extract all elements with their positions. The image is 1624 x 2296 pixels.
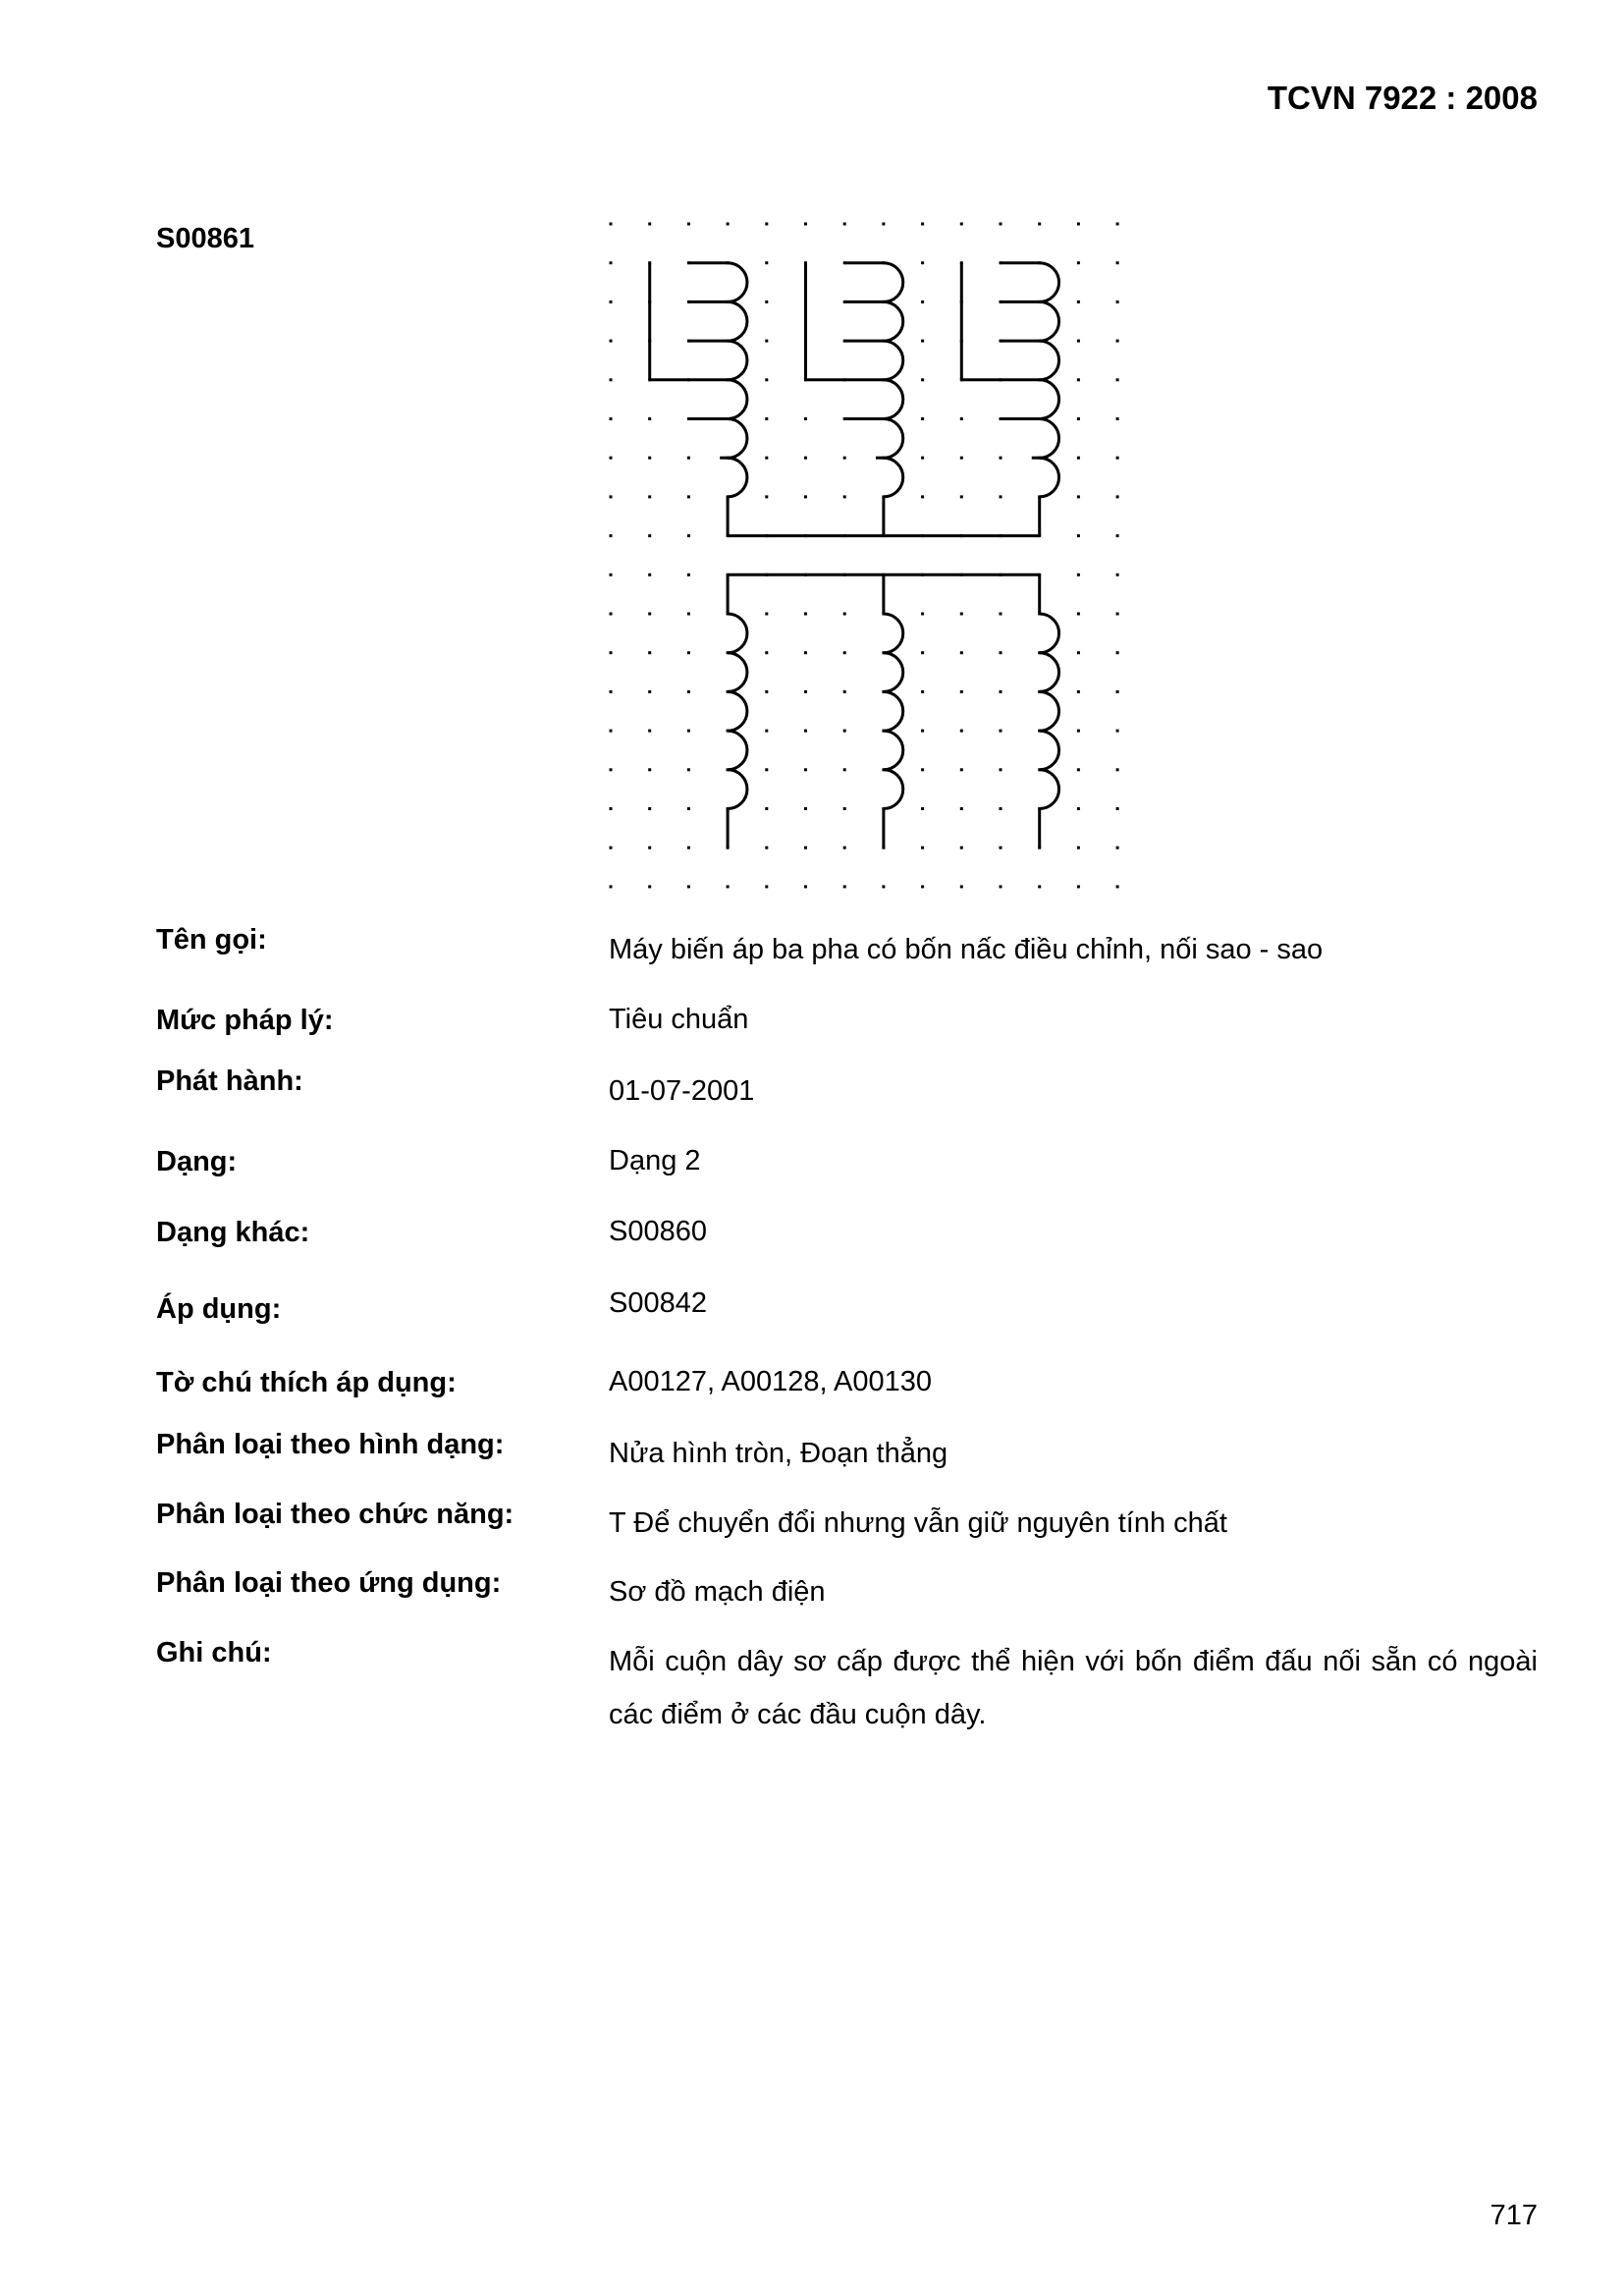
grid-dot xyxy=(765,417,768,420)
winding-coil xyxy=(1040,614,1059,809)
grid-dot xyxy=(921,613,924,616)
label-applies: Áp dụng: xyxy=(156,1293,282,1325)
grid-dot xyxy=(1116,457,1119,460)
grid-dot xyxy=(1077,340,1080,343)
winding-coil xyxy=(884,614,903,809)
grid-dot xyxy=(1116,223,1119,226)
grid-dot xyxy=(1000,807,1002,810)
grid-dot xyxy=(610,301,613,303)
grid-dot xyxy=(1077,847,1080,849)
grid-dot xyxy=(648,807,651,810)
grid-dot xyxy=(648,690,651,693)
grid-dot xyxy=(765,651,768,654)
grid-dot xyxy=(1116,807,1119,810)
grid-dot xyxy=(843,690,846,693)
grid-dot xyxy=(610,690,613,693)
grid-dot xyxy=(1000,613,1002,616)
grid-dot xyxy=(1077,730,1080,733)
grid-dot xyxy=(804,807,807,810)
label-issued: Phát hành: xyxy=(156,1066,303,1097)
grid-dot xyxy=(804,690,807,693)
grid-dot xyxy=(1077,261,1080,264)
grid-dot xyxy=(843,223,846,226)
grid-dot xyxy=(804,768,807,771)
grid-dot xyxy=(882,885,885,888)
grid-dot xyxy=(648,730,651,733)
grid-dot xyxy=(921,378,924,381)
label-shape-class: Phân loại theo hình dạng: xyxy=(156,1429,505,1460)
grid-dot xyxy=(960,885,963,888)
grid-dot xyxy=(960,690,963,693)
grid-dot xyxy=(610,768,613,771)
grid-dot xyxy=(1116,847,1119,849)
grid-dot xyxy=(1000,457,1002,460)
grid-dot xyxy=(804,457,807,460)
grid-dot xyxy=(804,223,807,226)
grid-dot xyxy=(610,261,613,264)
grid-dot xyxy=(687,768,690,771)
winding-coil xyxy=(884,263,903,497)
grid-dot xyxy=(921,885,924,888)
grid-dot xyxy=(843,730,846,733)
grid-dot xyxy=(843,457,846,460)
grid-dot xyxy=(648,651,651,654)
grid-dot xyxy=(921,417,924,420)
grid-dot xyxy=(882,223,885,226)
grid-dot xyxy=(1077,301,1080,303)
grid-dot xyxy=(610,340,613,343)
grid-dot xyxy=(1116,340,1119,343)
grid-dot xyxy=(610,613,613,616)
grid-dot xyxy=(610,847,613,849)
grid-dot xyxy=(687,885,690,888)
grid-dot xyxy=(921,457,924,460)
label-note: Ghi chú: xyxy=(156,1637,272,1668)
winding-coil xyxy=(728,263,747,497)
grid-dot xyxy=(843,651,846,654)
grid-dot xyxy=(1116,261,1119,264)
winding-coil xyxy=(1040,263,1059,497)
grid-dot xyxy=(648,457,651,460)
grid-dot xyxy=(1116,613,1119,616)
grid-dot xyxy=(1038,223,1041,226)
grid-dot xyxy=(687,495,690,498)
grid-dot xyxy=(1116,417,1119,420)
grid-dot xyxy=(648,534,651,537)
grid-dot xyxy=(610,574,613,576)
grid-dot xyxy=(921,495,924,498)
label-function-class: Phân loại theo chức năng: xyxy=(156,1499,514,1530)
grid-dot xyxy=(765,690,768,693)
standard-header: TCVN 7922 : 2008 xyxy=(1267,80,1538,116)
grid-dot xyxy=(804,495,807,498)
value-application-class: Sơ đồ mạch điện xyxy=(609,1576,826,1608)
grid-dot xyxy=(960,807,963,810)
grid-dot xyxy=(1116,534,1119,537)
transformer-symbol-diagram xyxy=(591,204,1141,911)
label-form: Dạng: xyxy=(156,1146,238,1177)
grid-dot xyxy=(843,847,846,849)
grid-dot xyxy=(921,690,924,693)
grid-dot xyxy=(687,807,690,810)
value-applies: S00842 xyxy=(609,1287,707,1319)
grid-dot xyxy=(1077,613,1080,616)
grid-dot xyxy=(687,574,690,576)
grid-dot xyxy=(1000,885,1002,888)
value-annotation-sheet: A00127, A00128, A00130 xyxy=(609,1366,932,1397)
grid-dot xyxy=(1077,651,1080,654)
grid-dot xyxy=(610,534,613,537)
grid-dot xyxy=(1077,807,1080,810)
grid-dot xyxy=(921,730,924,733)
grid-dot xyxy=(843,885,846,888)
grid-dot xyxy=(843,807,846,810)
grid-dot xyxy=(610,495,613,498)
page-number: 717 xyxy=(1489,2200,1538,2231)
grid-dot xyxy=(804,417,807,420)
grid-dot xyxy=(1038,885,1041,888)
grid-dot xyxy=(687,847,690,849)
grid-dot xyxy=(960,651,963,654)
grid-dot xyxy=(1077,223,1080,226)
grid-dot xyxy=(960,730,963,733)
grid-dot xyxy=(960,847,963,849)
grid-dot xyxy=(1116,574,1119,576)
grid-dot xyxy=(765,847,768,849)
grid-dot xyxy=(1077,534,1080,537)
grid-dot xyxy=(1116,301,1119,303)
grid-dot xyxy=(804,613,807,616)
grid-dot xyxy=(610,223,613,226)
grid-dot xyxy=(765,730,768,733)
grid-dot xyxy=(1000,495,1002,498)
grid-dot xyxy=(1077,417,1080,420)
grid-dot xyxy=(610,417,613,420)
grid-dot xyxy=(921,651,924,654)
grid-dot xyxy=(610,651,613,654)
grid-dot xyxy=(727,223,730,226)
grid-dot xyxy=(921,807,924,810)
grid-dot xyxy=(1116,885,1119,888)
grid-dot xyxy=(687,651,690,654)
value-legal-level: Tiêu chuẩn xyxy=(609,1004,749,1035)
grid-dot xyxy=(1000,847,1002,849)
grid-dot xyxy=(687,223,690,226)
grid-dot xyxy=(921,301,924,303)
grid-dot xyxy=(765,495,768,498)
grid-dot xyxy=(1000,651,1002,654)
grid-dot xyxy=(1077,885,1080,888)
grid-dot xyxy=(1077,768,1080,771)
grid-dot xyxy=(687,613,690,616)
grid-dot xyxy=(960,768,963,771)
grid-dot xyxy=(648,574,651,576)
grid-dot xyxy=(921,340,924,343)
value-name: Máy biến áp ba pha có bốn nấc điều chỉnh, nối sao - sao xyxy=(609,934,1324,965)
grid-dot xyxy=(610,378,613,381)
grid-dot xyxy=(804,885,807,888)
grid-dot xyxy=(1077,457,1080,460)
grid-dot xyxy=(610,807,613,810)
grid-dot xyxy=(765,768,768,771)
label-other-form: Dạng khác: xyxy=(156,1217,310,1248)
value-form: Dạng 2 xyxy=(609,1145,701,1176)
value-function-class: T Để chuyển đổi nhưng vẫn giữ nguyên tính chất xyxy=(609,1507,1227,1539)
grid-dot xyxy=(1116,378,1119,381)
grid-dot xyxy=(1000,690,1002,693)
grid-dot xyxy=(1116,495,1119,498)
grid-dot xyxy=(648,768,651,771)
grid-dot xyxy=(1000,768,1002,771)
winding-coil xyxy=(728,614,747,809)
grid-dot xyxy=(1116,768,1119,771)
grid-dot xyxy=(610,885,613,888)
grid-dot xyxy=(843,768,846,771)
label-name: Tên gọi: xyxy=(156,924,267,956)
grid-dot xyxy=(921,261,924,264)
grid-dot xyxy=(1000,223,1002,226)
grid-dot xyxy=(1077,378,1080,381)
grid-dot xyxy=(687,457,690,460)
grid-dot xyxy=(1077,574,1080,576)
grid-dot xyxy=(765,340,768,343)
grid-dot xyxy=(765,457,768,460)
label-annotation-sheet: Tờ chú thích áp dụng: xyxy=(156,1367,457,1398)
value-note: Mỗi cuộn dây sơ cấp được thể hiện với bốn điểm đấu nối sẵn có ngoài các điểm ở các đầu cuộn dây. xyxy=(609,1646,1538,1730)
grid-dot xyxy=(960,457,963,460)
grid-dot xyxy=(921,768,924,771)
grid-dot xyxy=(1077,495,1080,498)
grid-dot xyxy=(727,885,730,888)
grid-dot xyxy=(648,613,651,616)
grid-dot xyxy=(804,847,807,849)
grid-dot xyxy=(1116,690,1119,693)
value-shape-class: Nửa hình tròn, Đoạn thẳng xyxy=(609,1438,948,1469)
grid-dot xyxy=(765,807,768,810)
value-issued: 01-07-2001 xyxy=(609,1075,755,1107)
grid-dot xyxy=(610,457,613,460)
grid-dot xyxy=(648,223,651,226)
grid-dot xyxy=(843,495,846,498)
grid-dot xyxy=(687,730,690,733)
grid-dot xyxy=(1116,651,1119,654)
grid-dot xyxy=(765,301,768,303)
grid-dot xyxy=(804,651,807,654)
label-application-class: Phân loại theo ứng dụng: xyxy=(156,1567,502,1599)
grid-dot xyxy=(1116,730,1119,733)
grid-dot xyxy=(960,417,963,420)
grid-dot xyxy=(648,495,651,498)
label-legal-level: Mức pháp lý: xyxy=(156,1005,334,1036)
grid-dot xyxy=(648,417,651,420)
grid-dot xyxy=(610,730,613,733)
grid-dot xyxy=(921,223,924,226)
grid-dot xyxy=(921,847,924,849)
grid-dot xyxy=(804,730,807,733)
grid-dot xyxy=(765,223,768,226)
grid-dot xyxy=(765,885,768,888)
grid-dot xyxy=(648,847,651,849)
grid-dot xyxy=(687,534,690,537)
grid-dot xyxy=(960,495,963,498)
grid-dot xyxy=(765,378,768,381)
grid-dot xyxy=(1077,690,1080,693)
value-other-form: S00860 xyxy=(609,1216,707,1247)
grid-dot xyxy=(648,885,651,888)
symbol-code: S00861 xyxy=(156,223,254,254)
grid-dot xyxy=(1000,730,1002,733)
grid-dot xyxy=(765,261,768,264)
grid-dot xyxy=(765,613,768,616)
grid-dot xyxy=(843,613,846,616)
grid-dot xyxy=(960,613,963,616)
grid-dot xyxy=(687,690,690,693)
grid-dot xyxy=(960,223,963,226)
